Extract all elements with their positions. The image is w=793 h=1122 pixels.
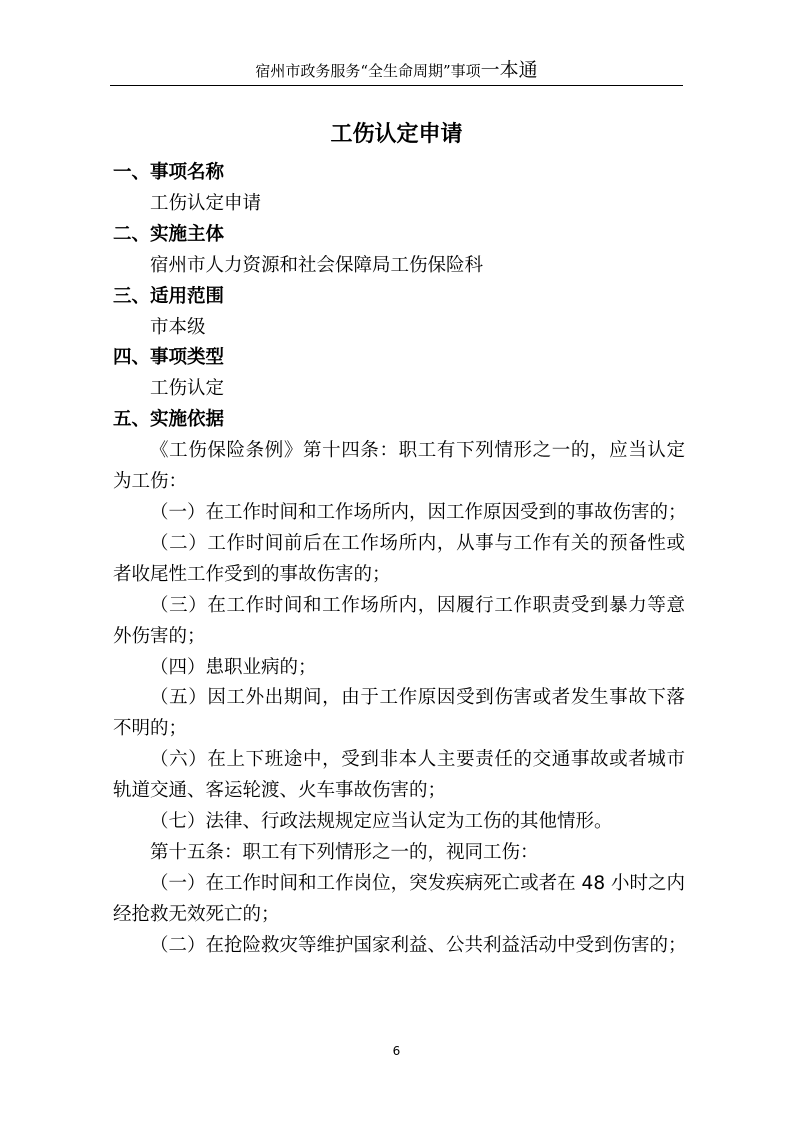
header-text: 宿州市政务服务“全生命周期”事项	[255, 62, 481, 80]
basis-line: （一）在工作时间和工作岗位，突发疾病死亡或者在 48 小时之内	[150, 872, 685, 894]
section-heading: 五、实施依据	[113, 409, 225, 431]
section-body: 市本级	[150, 316, 206, 338]
section-heading: 四、事项类型	[113, 347, 225, 369]
section-heading: 二、实施主体	[113, 223, 225, 245]
basis-line: 第十五条：职工有下列情形之一的，视同工伤：	[150, 841, 539, 863]
header-suffix: 一本通	[480, 59, 538, 81]
basis-line: 为工伤：	[113, 471, 188, 493]
basis-line: 经抢救无效死亡的；	[113, 903, 280, 925]
basis-line: （四）患职业病的；	[150, 656, 317, 678]
running-header	[0, 60, 793, 81]
basis-line: （二）工作时间前后在工作场所内，从事与工作有关的预备性或	[150, 532, 685, 554]
section-body: 工伤认定申请	[150, 192, 262, 214]
basis-line: （七）法律、行政法规规定应当认定为工伤的其他情形。	[150, 811, 613, 833]
basis-line: （一）在工作时间和工作场所内，因工作原因受到的事故伤害的；	[150, 501, 687, 523]
basis-line: 轨道交通、客运轮渡、火车事故伤害的；	[113, 780, 447, 802]
basis-line: （五）因工外出期间，由于工作原因受到伤害或者发生事故下落	[150, 687, 685, 709]
section-heading: 三、适用范围	[113, 285, 225, 307]
basis-line: 者收尾性工作受到的事故伤害的；	[113, 563, 391, 585]
basis-line: （二）在抢险救灾等维护国家利益、公共利益活动中受到伤害的；	[150, 934, 687, 956]
document-body	[113, 158, 685, 962]
section-body: 工伤认定	[150, 378, 225, 400]
page-title: 工伤认定申请	[330, 122, 463, 147]
header-rule	[110, 85, 683, 86]
basis-line: （六）在上下班途中，受到非本人主要责任的交通事故或者城市	[150, 749, 685, 771]
basis-line: 不明的；	[113, 718, 188, 740]
page-number: 6	[392, 1044, 401, 1058]
basis-line: （三）在工作时间和工作场所内，因履行工作职责受到暴力等意	[150, 594, 685, 616]
basis-line: 《工伤保险条例》第十四条：职工有下列情形之一的，应当认定	[150, 440, 685, 462]
section-heading: 一、事项名称	[113, 162, 225, 183]
basis-line: 外伤害的；	[113, 625, 206, 647]
section-body: 宿州市人力资源和社会保障局工伤保险科	[150, 254, 484, 276]
